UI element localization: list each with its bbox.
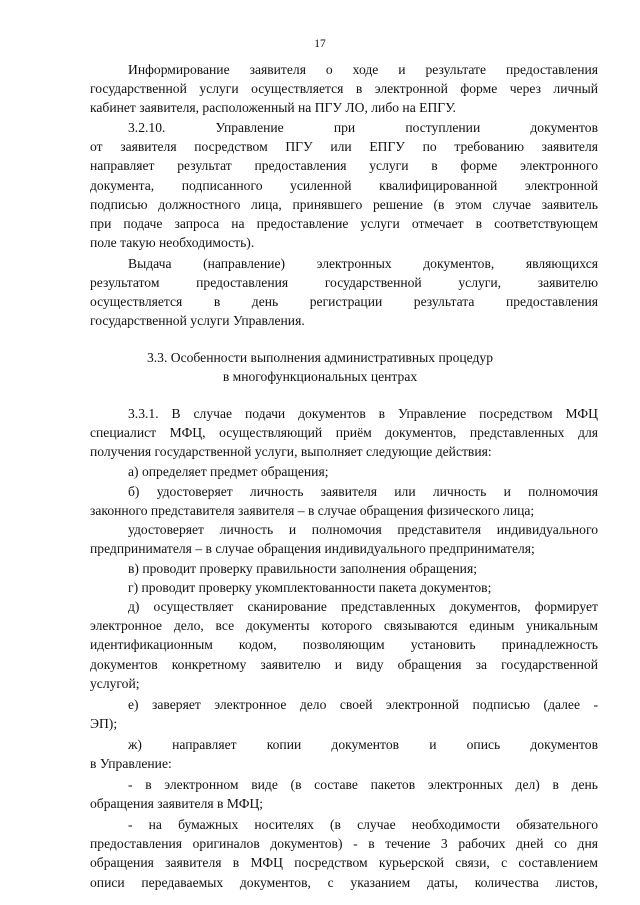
text-line: подписью должностного лица, принявшего решение (в этом случае заявитель [90,197,598,212]
text-line: - на бумажных носителях (в случае необходимости обязательного [128,817,598,832]
section-heading: в многофункциональных центрах [222,369,418,384]
text-line: д) осуществляет сканирование представленных документов, формирует [128,599,598,614]
text-line: специалист МФЦ, осуществляющий приём документов, представленных для [90,425,598,440]
text-line: идентификационным кодом, позволяющим установить принадлежность [90,637,598,652]
text-line: - в электронном виде (в составе пакетов электронных дел) в день [128,777,598,792]
text-line: предпринимателя – в случае обращения индивидуального предпринимателя; [90,541,535,556]
section-heading: 3.3. Особенности выполнения административных процедур [146,350,494,365]
text-line: законного представителя заявителя – в случае обращения физического лица; [90,503,535,518]
text-line: ЭП); [90,716,118,731]
text-line: в) проводит проверку правильности заполнения обращения; [128,561,477,576]
text-line: удостоверяет личность и полномочия представителя индивидуального [128,522,598,537]
text-line: е) заверяет электронное дело своей электронной подписью (далее - [128,697,598,712]
text-line: документов конкретному заявителю и виду обращения за государственной [90,657,598,672]
text-line: от заявителя посредством ПГУ или ЕПГУ по требованию заявителя [90,139,598,154]
text-line: кабинет заявителя, расположенный на ПГУ ЛО, либо на ЕПГУ. [90,100,456,115]
text-line: 3.2.10. Управление при поступлении документов [128,120,598,135]
text-line: осуществляется в день регистрации результата предоставления [90,294,598,309]
text-line: услугой; [90,676,140,691]
text-line: документа, подписанного усиленной квалифицированной электронной [90,178,598,193]
text-line: Информирование заявителя о ходе и результате предоставления [128,62,598,77]
text-line: предоставления оригиналов документов) - в течение 3 рабочих дней со дня [90,836,598,851]
text-line: б) удостоверяет личность заявителя или личность и полномочия [128,484,598,499]
text-line: Выдача (направление) электронных документов, являющихся [128,256,598,271]
text-line: получения государственной услуги, выполняет следующие действия: [90,444,492,459]
text-line: направляет результат предоставления услуги в форме электронного [90,158,598,173]
text-line: обращения заявителя в МФЦ; [90,796,264,811]
text-line: в Управление: [90,756,172,771]
text-line: обращения заявителя в МФЦ посредством курьерской связи, с составлением [90,855,598,870]
text-line: государственной услуги Управления. [90,313,305,328]
text-line: поле такую необходимость). [90,235,255,250]
text-line: электронное дело, все документы которого связываются единым уникальным [90,618,598,633]
page-number: 17 [314,38,326,50]
text-line: результатом предоставления государственной услуги, заявителю [90,275,598,290]
text-line: государственной услуги осуществляется в электронной форме через личный [90,81,598,96]
text-line: г) проводит проверку укомплектованности пакета документов; [128,580,492,595]
text-line: описи передаваемых документов, с указанием даты, количества листов, [90,875,598,890]
text-line: а) определяет предмет обращения; [128,464,329,479]
text-line: при подаче запроса на предоставление услуги отмечает в соответствующем [90,216,598,231]
text-line: 3.3.1. В случае подачи документов в Управление посредством МФЦ [128,406,598,421]
text-line: ж) направляет копии документов и опись документов [128,737,598,752]
